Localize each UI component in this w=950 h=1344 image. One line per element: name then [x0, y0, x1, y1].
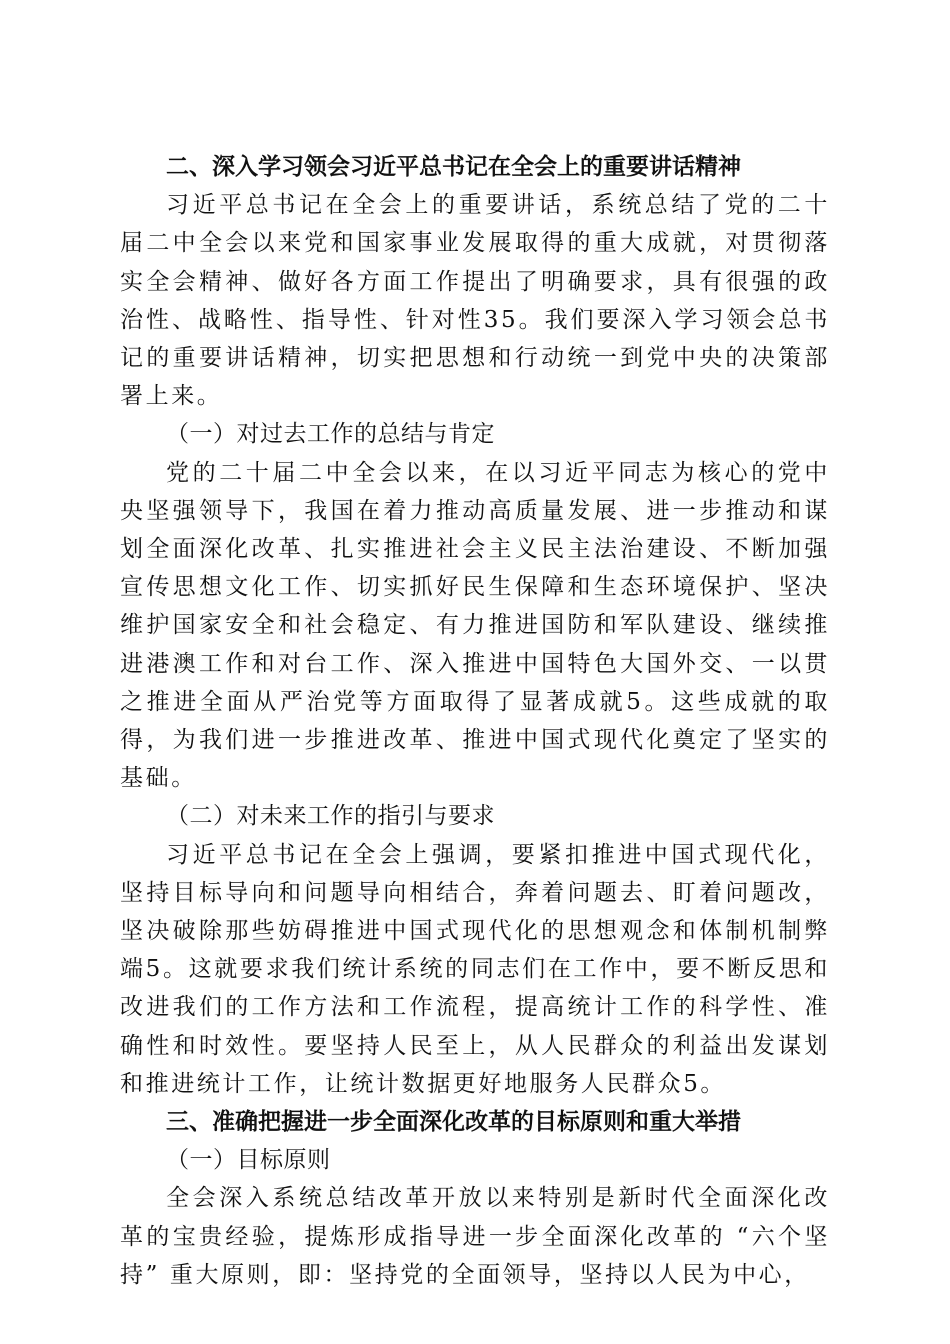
subsection-2-1-paragraph: 党的二十届二中全会以来，在以习近平同志为核心的党中央坚强领导下，我国在着力推动高质量发展、进一步推动和谋划全面深化改革、扎实推进社会主义民主法治建设、不断加强宣传思想文化工作、切实抓好民生保障和生态环境保护、坚决维护国家安全和社会稳定、有力推进国防和军队建设、继续推进港澳工作和对台工作、深入推进中国特色大国外交、一以贯之推进全面从严治党等方面取得了显著成就5。这些成就的取得，为我们进一步推进改革、推进中国式现代化奠定了坚实的基础。 [120, 459, 830, 792]
subsection-heading-3-1: （一）目标原则 [166, 1147, 331, 1174]
subsection-3-1-paragraph: 全会深入系统总结改革开放以来特别是新时代全面深化改革的宝贵经验，提炼形成指导进一步全面深化改革的 “六个坚持” 重大原则，即：坚持党的全面领导，坚持以人民为中心， [120, 1185, 830, 1288]
document-body [120, 148, 830, 1294]
subsection-2-2-paragraph: 习近平总书记在全会上强调，要紧扣推进中国式现代化，坚持目标导向和问题导向相结合，奔着问题去、盯着问题改，坚决破除那些妨碍推进中国式现代化的思想观念和体制机制弊端5。这就要求我们统计系统的同志们在工作中，要不断反思和改进我们的工作方法和工作流程，提高统计工作的科学性、准确性和时效性。要坚持人民至上，从人民群众的利益出发谋划和推进统计工作，让统计数据更好地服务人民群众5。 [120, 841, 830, 1097]
section-heading-2: 二、深入学习领会习近平总书记在全会上的重要讲话精神 [166, 154, 741, 180]
subsection-heading-2-1: （一）对过去工作的总结与肯定 [166, 421, 495, 448]
section-2-intro-paragraph: 习近平总书记在全会上的重要讲话，系统总结了党的二十届二中全会以来党和国家事业发展取得的重大成就，对贯彻落实全会精神、做好各方面工作提出了明确要求，具有很强的政治性、战略性、指导性、针对性35。我们要深入学习领会总书记的重要讲话精神，切实把思想和行动统一到党中央的决策部署上来。 [120, 192, 830, 410]
section-heading-3: 三、准确把握进一步全面深化改革的目标原则和重大举措 [166, 1109, 741, 1136]
subsection-heading-2-2: （二）对未来工作的指引与要求 [166, 803, 495, 830]
